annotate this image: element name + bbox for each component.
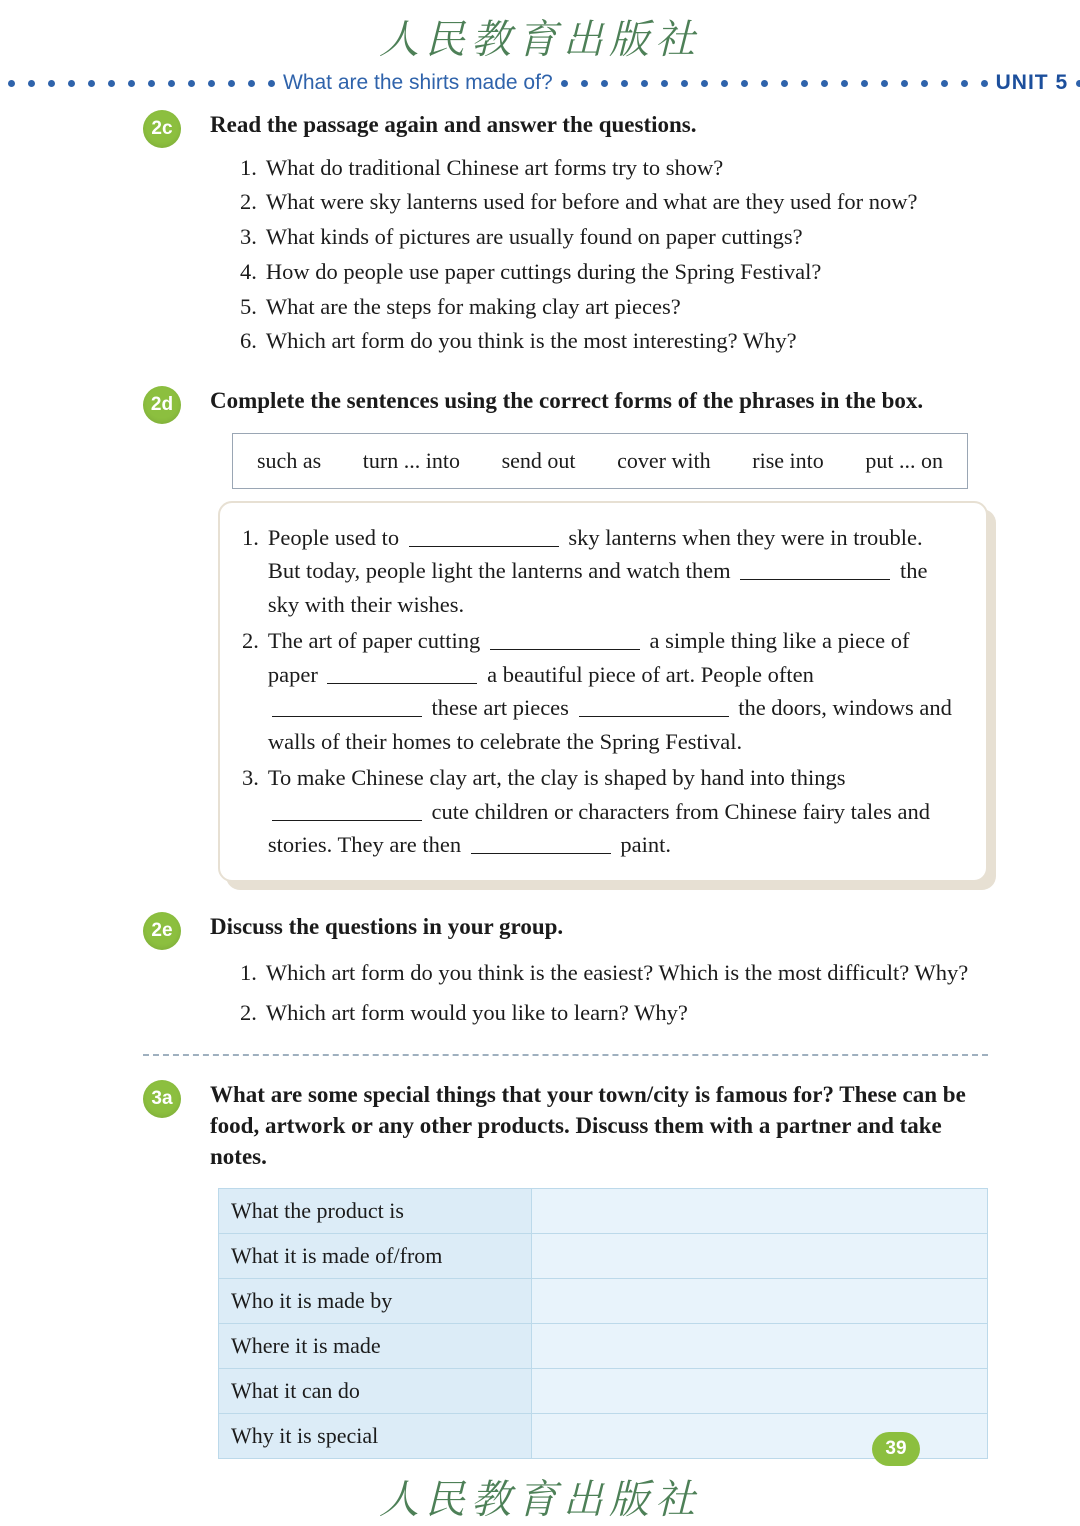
table-row-value[interactable] (532, 1324, 988, 1369)
list-item (242, 624, 960, 759)
publisher-logo-bottom: 人民教育出版社 (379, 1477, 701, 1522)
table-row (219, 1189, 988, 1234)
sentence-part: a simple thing like a piece of paper (267, 627, 910, 687)
list-item (240, 151, 985, 185)
question-number: 2. (240, 1000, 257, 1026)
item-number: 3. (242, 764, 259, 790)
table-row-value[interactable] (532, 1279, 988, 1324)
item-body (268, 624, 960, 759)
section-2c-question-list (240, 151, 985, 359)
sentence-part: cute children or characters from Chinese fairy tales and stories. They are then (267, 798, 931, 858)
phrase-item: rise into (752, 447, 824, 473)
answer-blank[interactable] (272, 796, 422, 821)
section-tag-2c: 2c (143, 110, 181, 148)
section-2e-question-list (240, 953, 985, 1033)
table-row-label: Why it is special (219, 1414, 532, 1459)
section-2c (0, 110, 1080, 358)
table-row-label: Where it is made (219, 1324, 532, 1369)
sentence-part: a beautiful piece of art. People often (481, 661, 814, 687)
table-row (219, 1324, 988, 1369)
section-2d (0, 386, 1080, 882)
question-number: 6. (240, 328, 257, 354)
page-number: 39 (872, 1432, 920, 1466)
section-3a (0, 1080, 1080, 1459)
question-number: 1. (240, 154, 257, 180)
table-row-value[interactable] (532, 1234, 988, 1279)
section-2e-heading: Discuss the questions in your group. (210, 914, 564, 940)
list-item (242, 761, 960, 862)
item-number: 1. (242, 524, 259, 550)
phrase-item: send out (501, 447, 576, 473)
sentence-part: the sky with their wishes. (267, 558, 928, 618)
answer-blank[interactable] (272, 693, 422, 718)
section-2d-heading: Complete the sentences using the correct forms of the phrases in the box. (210, 388, 924, 414)
phrase-item: cover with (617, 447, 711, 473)
section-divider (143, 1054, 988, 1056)
notes-table (218, 1188, 988, 1459)
running-head (0, 66, 1080, 100)
sentence-part: To make Chinese clay art, the clay is shaped by hand into things (267, 764, 846, 790)
question-text: How do people use paper cuttings during the Spring Festival? (265, 258, 822, 284)
table-row-value[interactable] (532, 1369, 988, 1414)
question-number: 2. (240, 189, 257, 215)
question-text: What were sky lanterns used for before and what are they used for now? (265, 189, 918, 215)
sentence-part: paint. (614, 832, 672, 858)
list-item (240, 255, 985, 289)
page-content (0, 110, 1080, 1465)
table-row (219, 1369, 988, 1414)
sentence-part: The art of paper cutting (267, 627, 486, 653)
table-row-label: What it is made of/from (219, 1234, 532, 1279)
section-tag-3a: 3a (143, 1080, 181, 1118)
dot-rule-right (1076, 79, 1080, 87)
sentence-part: sky lanterns when they were in trouble. But today, people light the lanterns and watch them (267, 524, 923, 584)
item-number: 2. (242, 627, 259, 653)
list-item (240, 324, 985, 358)
running-head-unit: UNIT 5 (995, 71, 1069, 94)
section-tag-2d: 2d (143, 386, 181, 424)
answer-blank[interactable] (490, 625, 640, 650)
table-row-label: Who it is made by (219, 1279, 532, 1324)
dot-rule-left (8, 79, 275, 87)
question-number: 5. (240, 293, 257, 319)
list-item (240, 185, 985, 219)
fill-in-list (242, 521, 960, 863)
table-row (219, 1279, 988, 1324)
section-tag-2e: 2e (143, 912, 181, 950)
answer-blank[interactable] (471, 830, 611, 855)
fill-in-answer-panel (218, 501, 988, 883)
section-2c-heading: Read the passage again and answer the questions. (210, 112, 697, 137)
question-text: Which art form would you like to learn? Why? (265, 1000, 688, 1026)
publisher-logo-top: 人民教育出版社 (379, 17, 701, 62)
phrase-item: put ... on (865, 447, 943, 473)
answer-blank[interactable] (740, 556, 890, 581)
table-row-label: What the product is (219, 1189, 532, 1234)
phrase-box (232, 433, 968, 489)
phrase-item: such as (257, 447, 322, 473)
phrase-item: turn ... into (362, 447, 460, 473)
table-row-value[interactable] (532, 1189, 988, 1234)
list-item (240, 220, 985, 254)
dot-rule-middle (561, 79, 988, 87)
section-2e (0, 912, 1080, 1032)
item-body (268, 761, 960, 862)
question-text: What do traditional Chinese art forms try to show? (265, 154, 724, 180)
list-item (240, 993, 985, 1032)
question-number: 4. (240, 258, 257, 284)
list-item (240, 290, 985, 324)
running-head-title: What are the shirts made of? (283, 71, 553, 94)
question-text: Which art form do you think is the easiest? Which is the most difficult? Why? (265, 959, 969, 985)
sentence-part: these art pieces (425, 695, 575, 721)
answer-blank[interactable] (409, 522, 559, 547)
question-number: 3. (240, 224, 257, 250)
sentence-part: People used to (267, 524, 405, 550)
answer-blank[interactable] (327, 659, 477, 684)
table-row-label: What it can do (219, 1369, 532, 1414)
sentence-part: the doors, windows and walls of their homes to celebrate the Spring Festival. (267, 695, 952, 755)
question-text: Which art form do you think is the most interesting? Why? (265, 328, 797, 354)
list-item (242, 521, 960, 622)
answer-blank[interactable] (579, 693, 729, 718)
question-text: What kinds of pictures are usually found on paper cuttings? (265, 224, 803, 250)
list-item (240, 953, 985, 992)
section-3a-heading: What are some special things that your town/city is famous for? These can be food, artwork or any other products. Discuss them with a partner and take notes. (210, 1082, 966, 1169)
item-body (268, 521, 960, 622)
question-text: What are the steps for making clay art pieces? (265, 293, 681, 319)
table-row (219, 1234, 988, 1279)
question-number: 1. (240, 959, 257, 985)
